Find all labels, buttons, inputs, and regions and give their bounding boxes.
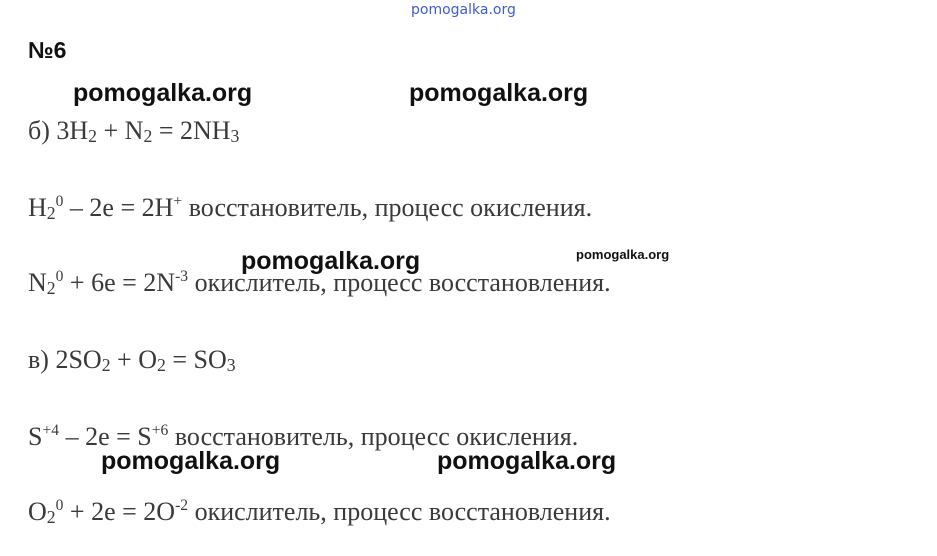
superscript: -2 [175, 496, 189, 514]
site-header-watermark: pomogalka.org [411, 2, 516, 18]
subscript: 2 [143, 126, 153, 147]
formula-part: – 2e = 2H [63, 193, 174, 222]
subscript: 3 [226, 355, 236, 376]
superscript: +6 [151, 421, 169, 439]
role-text: восстановитель, процесс окисления. [168, 422, 579, 451]
subscript: 2 [46, 507, 56, 528]
formula-part: O [28, 497, 47, 526]
half-reaction-hydrogen [28, 193, 592, 223]
role-text: окислитель, процесс восстановления. [188, 268, 611, 297]
subscript: 2 [156, 355, 166, 376]
formula-part: N [28, 268, 47, 297]
formula-part: H [28, 193, 47, 222]
formula-part: – 2e = S [59, 422, 152, 451]
item-label: в) [28, 345, 49, 374]
item-label: б) [28, 116, 50, 145]
superscript: 0 [55, 267, 64, 285]
task-number: №6 [28, 37, 67, 63]
formula-part: + 2e = 2O [63, 497, 176, 526]
subscript: 2 [46, 278, 56, 299]
formula-part: 3H [56, 116, 89, 145]
subscript: 2 [88, 126, 98, 147]
watermark: pomogalka.org [73, 79, 253, 107]
formula-part: 2SO [55, 345, 102, 374]
superscript: -3 [175, 267, 189, 285]
half-reaction-sulfur [28, 422, 578, 452]
role-text: окислитель, процесс восстановления. [188, 497, 611, 526]
equation-v [28, 345, 236, 375]
subscript: 2 [46, 203, 56, 224]
formula-part: + 6e = 2N [63, 268, 176, 297]
formula-part: S [28, 422, 43, 451]
formula-part: + N [97, 116, 144, 145]
watermark-small: pomogalka.org [576, 247, 670, 262]
superscript: 0 [55, 192, 64, 210]
superscript: +4 [42, 421, 60, 439]
formula-part: + O [110, 345, 157, 374]
half-reaction-oxygen [28, 497, 611, 527]
subscript: 3 [230, 126, 240, 147]
equation-b [28, 116, 239, 146]
superscript: + [173, 192, 183, 210]
watermark: pomogalka.org [409, 79, 589, 107]
watermark: pomogalka.org [437, 447, 617, 475]
watermark: pomogalka.org [241, 247, 421, 275]
formula-part: = SO [165, 345, 227, 374]
role-text: восстановитель, процесс окисления. [182, 193, 593, 222]
formula-part: = 2NH [152, 116, 231, 145]
subscript: 2 [101, 355, 111, 376]
half-reaction-nitrogen [28, 268, 611, 298]
superscript: 0 [55, 496, 64, 514]
watermark: pomogalka.org [101, 447, 281, 475]
